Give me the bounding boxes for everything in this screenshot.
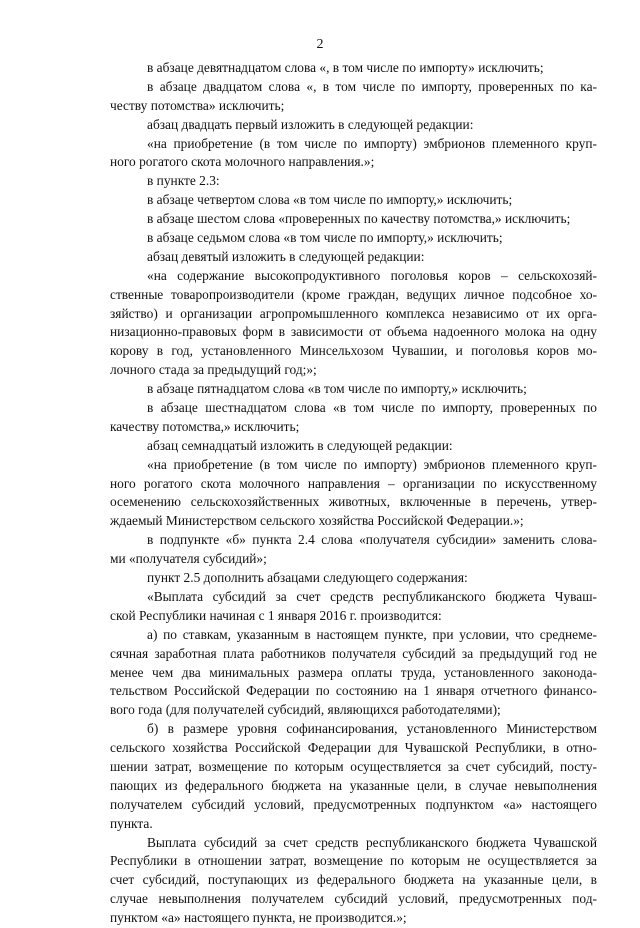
text-line: качеству потомства,» исключить; <box>110 418 300 434</box>
page-number: 2 <box>316 37 324 52</box>
text-line: ми «получателя субсидий»; <box>110 551 267 567</box>
text-line: абзац двадцать первый изложить в следующей редакции: <box>147 116 474 132</box>
text-line: в абзаце четвертом слова «в том числе по импорту,» исключить; <box>147 192 513 208</box>
text-line: а) по ставкам, указанным в настоящем пункте, при условии, что среднеме- <box>147 626 597 642</box>
text-line: шении затрат, возмещение по которым осуществляется за счет субсидий, посту- <box>110 758 597 774</box>
text-line: в подпункте «б» пункта 2.4 слова «получателя субсидии» заменить слова- <box>147 532 597 548</box>
text-line: абзац семнадцатый изложить в следующей редакции: <box>147 437 453 453</box>
text-line: б) в размере уровня софинансирования, установленного Министерством <box>147 721 597 737</box>
text-line: Республики в отношении затрат, возмещение по которым не осуществляется за <box>110 853 597 869</box>
text-line: в абзаце шестом слова «проверенных по качеству потомства,» исключить; <box>147 211 571 227</box>
text-line: вого года (для получателей субсидий, являющихся работодателями); <box>110 702 501 718</box>
text-line: Выплата субсидий за счет средств республиканского бюджета Чувашской <box>147 834 597 850</box>
text-line: тельством Российской Федерации по состоянию на 1 января отчетного финансо- <box>110 683 597 699</box>
text-line: получателем субсидий условий, предусмотренных подпунктом «а» настоящего <box>110 796 597 812</box>
text-line: пункта. <box>110 815 153 831</box>
text-line: в абзаце седьмом слова «в том числе по импорту,» исключить; <box>147 230 503 246</box>
text-line: корову в год, установленного Минсельхозом Чувашии, и поголовья коров мо- <box>110 343 597 359</box>
text-line: честву потомства» исключить; <box>110 97 285 113</box>
text-line: пунктом «а» настоящего пункта, не производится.»; <box>110 910 407 926</box>
text-line: ской Республики начиная с 1 января 2016 г. производится: <box>110 607 442 623</box>
text-line: ного рогатого скота молочного направления.»; <box>110 154 375 170</box>
text-line: «на приобретение (в том числе по импорту) эмбрионов племенного круп- <box>147 456 597 472</box>
text-line: зяйство) и организации агропромышленного комплекса независимо от их орга- <box>110 305 597 321</box>
text-line: пающих из федерального бюджета на указанные цели, в случае невыполнения <box>110 777 597 793</box>
text-line: в абзаце шестнадцатом слова «в том числе по импорту, проверенных по <box>147 400 597 416</box>
text-line: осеменению сельскохозяйственных животных, включенные в перечень, утвер- <box>110 494 597 510</box>
text-line: в абзаце девятнадцатом слова «, в том числе по импорту» исключить; <box>147 60 544 75</box>
text-line: абзац девятый изложить в следующей редакции: <box>147 248 425 264</box>
text-line: «Выплата субсидий за счет средств республиканского бюджета Чуваш- <box>147 588 597 604</box>
document-body <box>110 59 597 928</box>
text-line: низационно-правовых форм в зависимости от объема надоенного молока на одну <box>110 324 597 340</box>
text-line: ственные товаропроизводители (кроме граждан, ведущих личное подсобное хо- <box>110 286 597 302</box>
text-line: менее чем два минимальных размера оплаты труда, установленного законода- <box>110 664 597 680</box>
text-line: «на содержание высокопродуктивного поголовья коров – сельскохозяй- <box>147 267 597 283</box>
text-line: пункт 2.5 дополнить абзацами следующего содержания: <box>147 570 468 586</box>
text-line: в абзаце пятнадцатом слова «в том числе по импорту,» исключить; <box>147 381 527 397</box>
text-line: сячная заработная плата работников получателя субсидий за предыдущий год не <box>110 645 597 661</box>
text-line: «на приобретение (в том числе по импорту) эмбрионов племенного круп- <box>147 135 597 151</box>
text-line: лочного стада за предыдущий год;»; <box>110 362 317 378</box>
text-line: ждаемый Министерством сельского хозяйства Российской Федерации.»; <box>110 513 524 529</box>
text-line: ного рогатого скота молочного направления – организации по искусственному <box>110 475 597 491</box>
text-line: в пункте 2.3: <box>147 173 220 189</box>
text-line: случае невыполнения получателем субсидий условий, предусмотренных под- <box>110 891 597 907</box>
text-line: сельского хозяйства Российской Федерации для Чувашской Республики, в отно- <box>110 740 597 756</box>
text-line: в абзаце двадцатом слова «, в том числе по импорту, проверенных по ка- <box>147 78 597 94</box>
text-line: счет субсидий, поступающих из федерального бюджета на указанные цели, в <box>110 872 597 888</box>
